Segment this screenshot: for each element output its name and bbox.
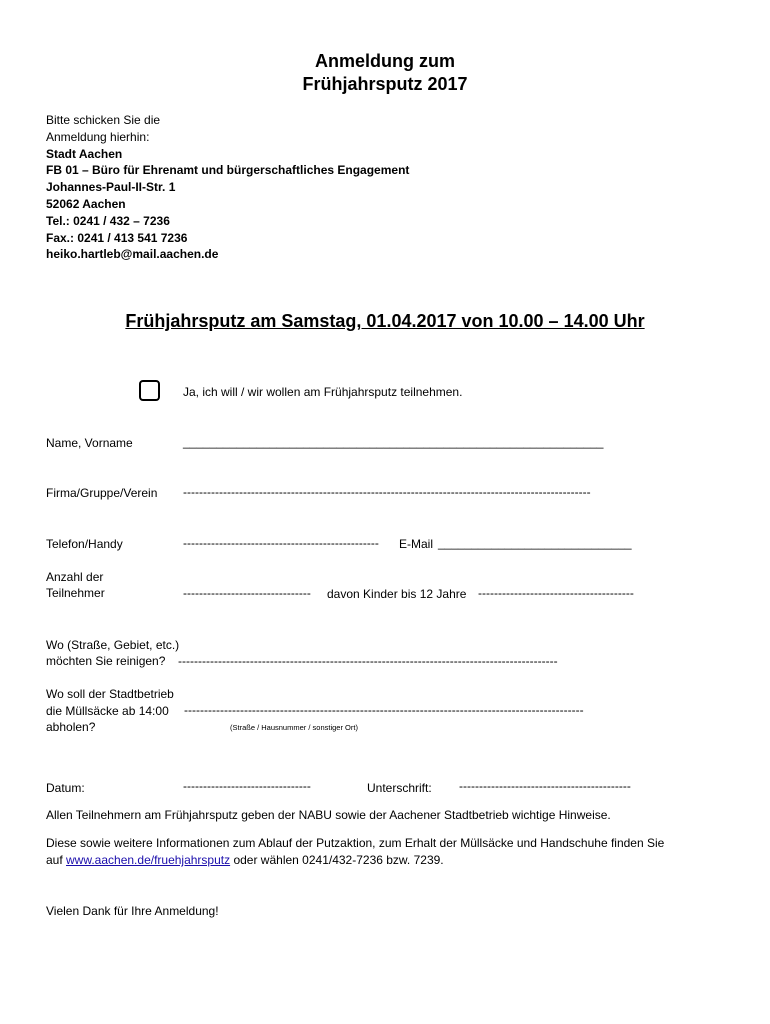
children-field[interactable]: ---------------------------------------: [478, 586, 634, 600]
phone-field[interactable]: -------------------------------------------------: [183, 536, 379, 550]
address-email: heiko.hartleb@mail.aachen.de: [46, 247, 219, 262]
count-label-line1: Anzahl der: [46, 570, 104, 584]
address-fax: Fax.: 0241 / 413 541 7236: [46, 230, 188, 245]
pickup-label-line1: Wo soll der Stadtbetrieb: [46, 687, 174, 701]
email-label: E-Mail: [399, 537, 434, 551]
where-field[interactable]: -----------------------------------------------------------------------------------------------: [178, 654, 558, 668]
date-label: Datum:: [46, 781, 85, 795]
where-label-line2: möchten Sie reinigen?: [46, 654, 166, 668]
footer-info-prefix: auf: [46, 853, 67, 867]
address-dept: FB 01 – Büro für Ehrenamt und bürgerschaftliches Engagement: [46, 163, 410, 178]
footer-thanks: Vielen Dank für Ihre Anmeldung!: [46, 904, 219, 918]
signature-label: Unterschrift:: [367, 781, 432, 795]
participate-label: Ja, ich will / wir wollen am Frühjahrsputz teilnehmen.: [183, 385, 463, 399]
address-intro-line2: Anmeldung hierhin:: [46, 129, 150, 144]
page-title-line2: Frühjahrsputz 2017: [302, 74, 468, 94]
address-city: 52062 Aachen: [46, 196, 126, 211]
email-field[interactable]: _____________________________: [438, 536, 632, 550]
address-street: Johannes-Paul-II-Str. 1: [46, 180, 176, 195]
children-label: davon Kinder bis 12 Jahre: [327, 587, 467, 601]
pickup-label-line3: abholen?: [46, 720, 96, 734]
pickup-field[interactable]: ----------------------------------------------------------------------------------------------------: [184, 703, 584, 717]
footer-info-suffix: oder wählen 0241/432-7236 bzw. 7239.: [230, 853, 444, 867]
address-intro-line1: Bitte schicken Sie die: [46, 113, 161, 127]
address-tel: Tel.: 0241 / 432 – 7236: [46, 213, 170, 228]
address-org: Stadt Aachen: [46, 146, 123, 161]
footer-info-line2: [46, 852, 444, 868]
info-link[interactable]: www.aachen.de/fruehjahrsputz: [66, 853, 231, 867]
signature-field[interactable]: -------------------------------------------: [459, 779, 631, 793]
date-field[interactable]: --------------------------------: [183, 779, 311, 793]
footer-info-line1: Diese sowie weitere Informationen zum Ablauf der Putzaktion, zum Erhalt der Müllsäcke und Handschuhe finden Sie: [46, 836, 665, 850]
event-heading: Frühjahrsputz am Samstag, 01.04.2017 von 10.00 – 14.00 Uhr: [125, 311, 645, 331]
participate-checkbox[interactable]: [139, 380, 160, 401]
company-label: Firma/Gruppe/Verein: [46, 486, 158, 500]
name-field[interactable]: _______________________________________________________________: [183, 435, 604, 449]
company-field[interactable]: ------------------------------------------------------------------------------------------------------: [183, 485, 591, 499]
count-field[interactable]: --------------------------------: [183, 586, 311, 600]
count-label-line2: Teilnehmer: [46, 586, 105, 600]
pickup-hint: (Straße / Hausnummer / sonstiger Ort): [230, 723, 358, 732]
address-block: [46, 112, 409, 263]
phone-label: Telefon/Handy: [46, 537, 123, 551]
footer-notice: Allen Teilnehmern am Frühjahrsputz geben der NABU sowie der Aachener Stadtbetrieb wichtige Hinweise.: [46, 808, 611, 822]
pickup-label-line2: die Müllsäcke ab 14:00: [46, 704, 169, 718]
where-label-line1: Wo (Straße, Gebiet, etc.): [46, 638, 180, 652]
page-title-line1: Anmeldung zum: [315, 51, 455, 71]
name-label: Name, Vorname: [46, 436, 133, 450]
